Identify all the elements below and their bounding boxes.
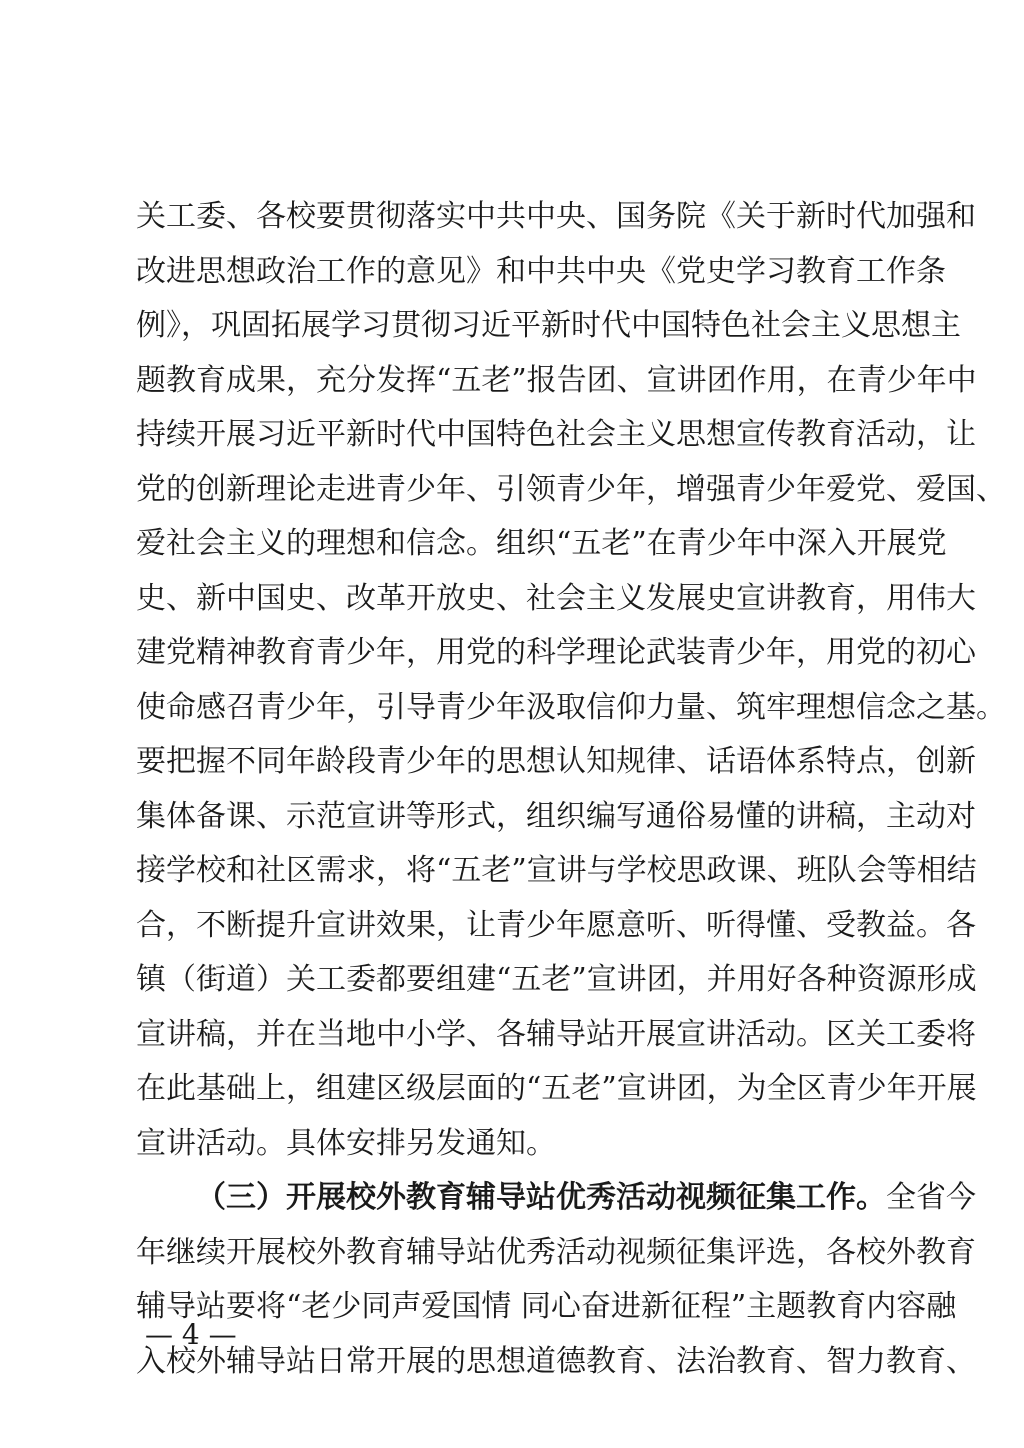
paragraph-line: 党的创新理论走进青少年、引领青少年，增强青少年爱党、爱国、 — [136, 471, 1006, 507]
paragraph-line: 集体备课、示范宣讲等形式，组织编写通俗易懂的讲稿，主动对 — [136, 798, 976, 834]
paragraph-line: 改进思想政治工作的意见》和中共中央《党史学习教育工作条 — [136, 253, 946, 289]
paragraph-line: 例》，巩固拓展学习贯彻习近平新时代中国特色社会主义思想主 — [136, 308, 961, 343]
paragraph-line: 宣讲稿，并在当地中小学、各辅导站开展宣讲活动。区关工委将 — [136, 1016, 976, 1052]
paragraph-line: 合，不断提升宣讲效果，让青少年愿意听、听得懂、受教益。各 — [136, 907, 976, 943]
paragraph-line: 爱社会主义的理想和信念。组织“五老”在青少年中深入开展党 — [136, 526, 947, 561]
paragraph-line: 入校外辅导站日常开展的思想道德教育、法治教育、智力教育、 — [136, 1343, 976, 1379]
paragraph-line: 年继续开展校外教育辅导站优秀活动视频征集评选，各校外教育 — [136, 1234, 976, 1270]
paragraph-line: 在此基础上，组建区级层面的“五老”宣讲团，为全区青少年开展 — [136, 1071, 977, 1106]
section-heading-line — [136, 1171, 976, 1226]
paragraph-line: 镇（街道）关工委都要组建“五老”宣讲团，并用好各种资源形成 — [136, 962, 977, 997]
paragraph-line: 宣讲活动。具体安排另发通知。 — [136, 1125, 556, 1161]
paragraph-line: 建党精神教育青少年，用党的科学理论武装青少年，用党的初心 — [136, 635, 976, 670]
paragraph-line: 关工委、各校要贯彻落实中共中央、国务院《关于新时代加强和 — [136, 199, 976, 234]
paragraph-line: 要把握不同年龄段青少年的思想认知规律、话语体系特点，创新 — [136, 744, 976, 779]
paragraph-line: 持续开展习近平新时代中国特色社会主义思想宣传教育活动，让 — [136, 417, 976, 452]
body-text — [136, 190, 1006, 1389]
paragraph-line: 使命感召青少年，引导青少年汲取信仰力量、筑牢理想信念之基。 — [136, 689, 1006, 725]
paragraph-line: 史、新中国史、改革开放史、社会主义发展史宣讲教育，用伟大 — [136, 580, 976, 616]
paragraph-line: 题教育成果，充分发挥“五老”报告团、宣讲团作用，在青少年中 — [136, 362, 977, 398]
paragraph-line: 接学校和社区需求，将“五老”宣讲与学校思政课、班队会等相结 — [136, 853, 977, 888]
section-heading: （三）开展校外教育辅导站优秀活动视频征集工作。 — [196, 1180, 886, 1215]
paragraph-line: 辅导站要将“老少同声爱国情 同心奋进新征程”主题教育内容融 — [136, 1289, 957, 1324]
page-number: — 4 — — [145, 1318, 237, 1351]
section-heading-continuation: 全省今 — [886, 1180, 976, 1215]
